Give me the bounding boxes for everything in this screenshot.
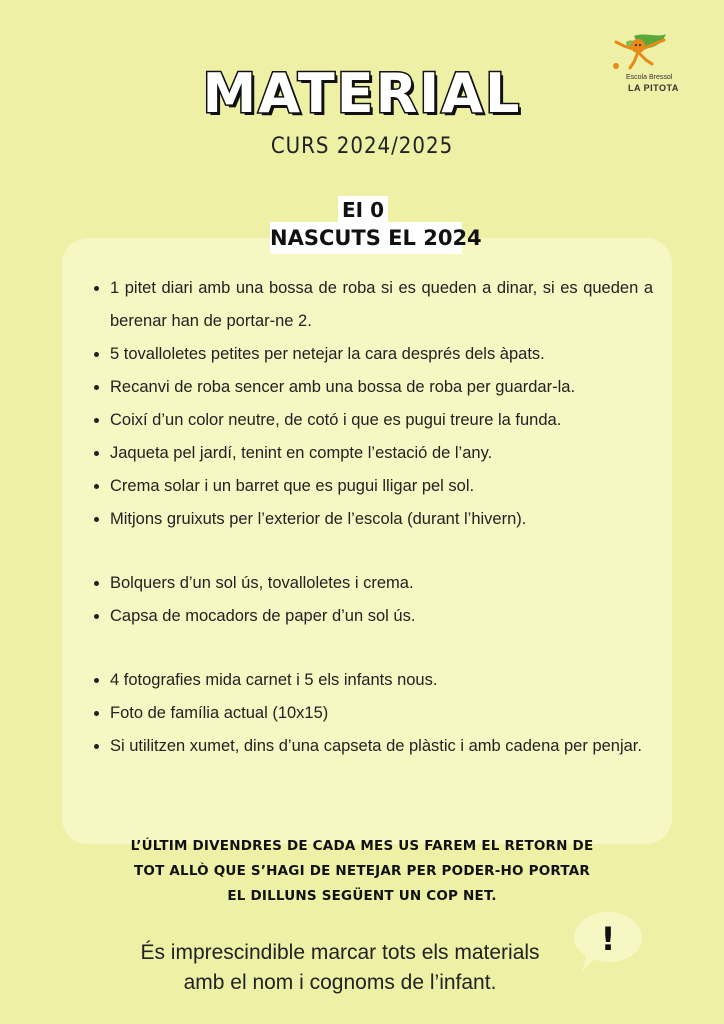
return-notice-line: EL DILLUNS SEGÜENT UN COP NET. bbox=[227, 888, 497, 904]
list-item: Jaqueta pel jardí, tenint en compte l’estació de l’any. bbox=[110, 437, 653, 470]
material-list bbox=[110, 272, 653, 763]
list-item: 5 tovalloletes petites per netejar la cara després dels àpats. bbox=[110, 338, 653, 371]
list-item: 4 fotografies mida carnet i 5 els infants nous. bbox=[110, 664, 653, 697]
return-notice bbox=[0, 834, 724, 909]
list-item: 1 pitet diari amb una bossa de roba si es queden a dinar, si es queden a berenar han de portar-ne 2. bbox=[110, 272, 653, 338]
list-item: Crema solar i un barret que es pugui lligar pel sol. bbox=[110, 470, 653, 503]
course-year: CURS 2024/2025 bbox=[270, 134, 454, 159]
group-code-label: EI 0 bbox=[338, 196, 388, 224]
list-item: Foto de família actual (10x15) bbox=[110, 697, 653, 730]
list-item: Capsa de mocadors de paper d’un sol ús. bbox=[110, 600, 653, 633]
list-item: Recanvi de roba sencer amb una bossa de roba per guardar-la. bbox=[110, 371, 653, 404]
labeling-reminder-line: És imprescindible marcar tots els materials bbox=[140, 941, 540, 964]
page-title: MATERIAL bbox=[202, 62, 522, 125]
speech-bubble-exclamation-icon bbox=[568, 906, 648, 978]
list-item: Si utilitzen xumet, dins d’una capseta de plàstic i amb cadena per penjar. bbox=[110, 730, 653, 763]
logo-subtitle: Escola Bressol bbox=[626, 74, 673, 81]
bubble-symbol: ! bbox=[600, 920, 616, 958]
labeling-reminder-line: amb el nom i cognoms de l’infant. bbox=[183, 971, 497, 994]
group-birth-year-label: NASCUTS EL 2024 bbox=[270, 222, 462, 254]
list-item: Mitjons gruixuts per l’exterior de l’escola (durant l’hivern). bbox=[110, 503, 653, 536]
labeling-reminder bbox=[80, 938, 600, 998]
list-item: Bolquers d’un sol ús, tovalloletes i crema. bbox=[110, 567, 653, 600]
return-notice-line: L’ÚLTIM DIVENDRES DE CADA MES US FAREM EL RETORN DE bbox=[130, 838, 594, 854]
list-item: Coixí d’un color neutre, de cotó i que es pugui treure la funda. bbox=[110, 404, 653, 437]
logo-name: LA PITOTA bbox=[628, 83, 679, 93]
return-notice-line: TOT ALLÒ QUE S’HAGI DE NETEJAR PER PODER-HO PORTAR bbox=[134, 863, 590, 879]
